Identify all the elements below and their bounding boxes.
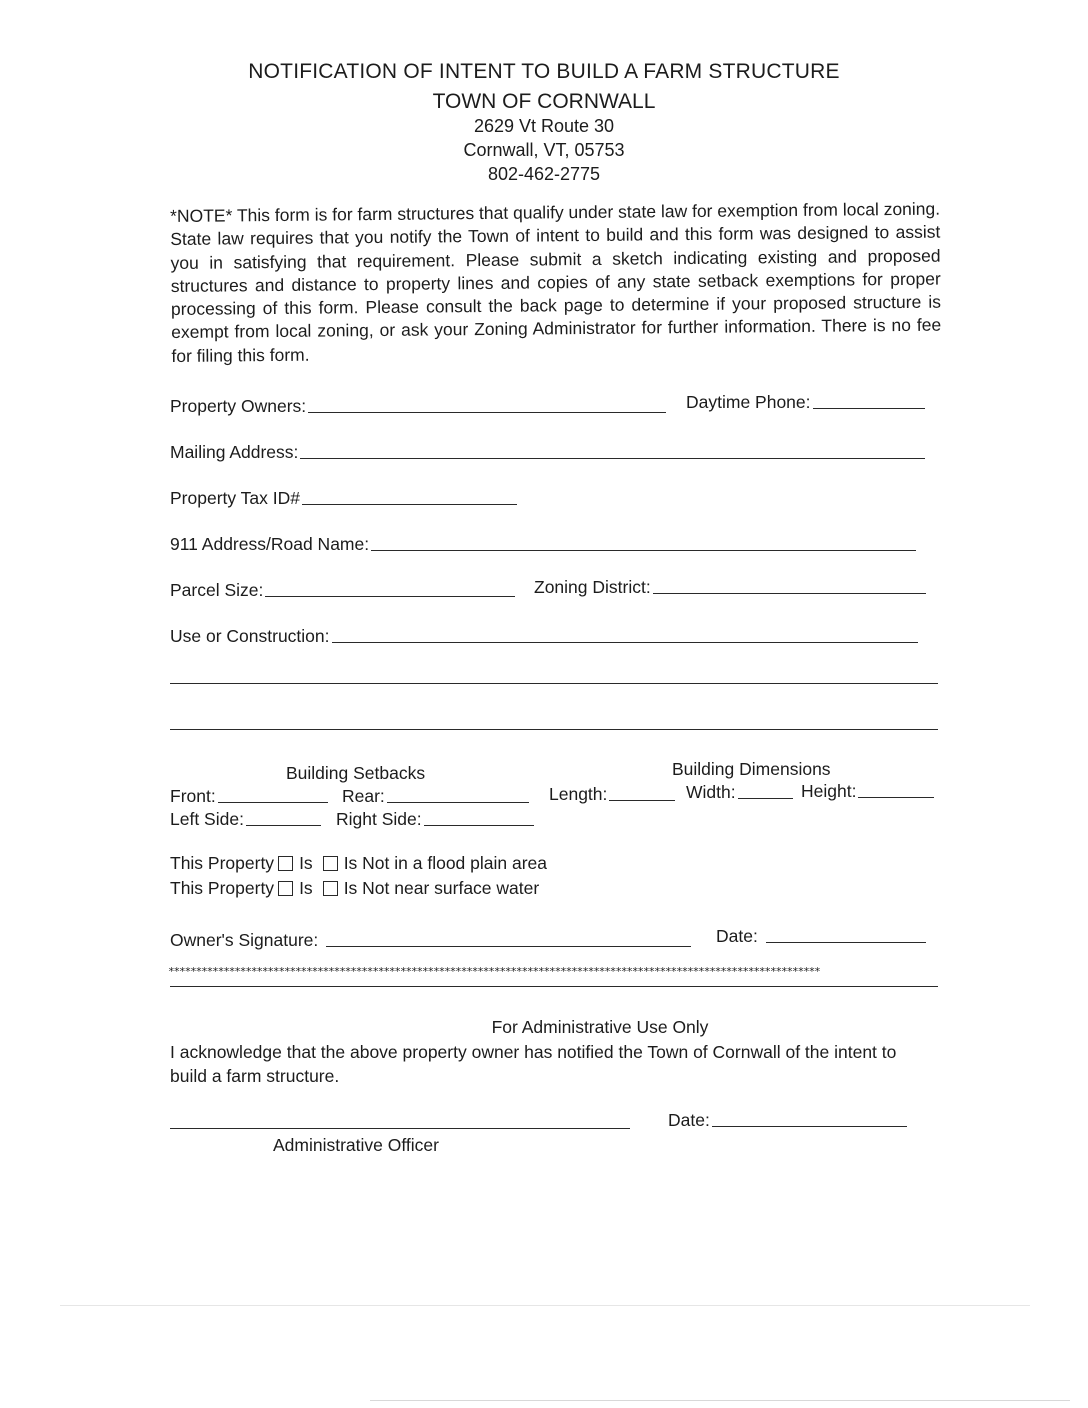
height-label: Height: [801, 781, 857, 801]
town-phone: 802-462-2775 [487, 164, 601, 184]
use-construction-line[interactable] [332, 641, 918, 643]
front-setback-label: Front: [170, 786, 216, 806]
flood-property-label: This Property [170, 853, 275, 873]
rear-setback-label: Rear: [342, 786, 385, 806]
right-side-setback-field[interactable] [336, 809, 534, 830]
front-setback-field[interactable] [170, 786, 328, 807]
scan-bottom-edge [370, 1400, 1070, 1401]
width-label: Width: [686, 782, 736, 802]
length-line[interactable] [609, 799, 675, 801]
flood-is-label: Is [299, 853, 313, 873]
property-tax-id-field[interactable] [170, 488, 517, 509]
width-field[interactable] [686, 782, 793, 803]
zoning-district-label: Zoning District: [534, 577, 651, 597]
parcel-size-label: Parcel Size: [170, 580, 264, 600]
building-dimensions-heading: Building Dimensions [672, 759, 831, 779]
width-line[interactable] [738, 797, 793, 799]
height-field[interactable] [801, 781, 934, 802]
use-construction-line-2[interactable] [170, 683, 938, 684]
property-tax-id-line[interactable] [302, 503, 517, 505]
rear-setback-line[interactable] [387, 801, 529, 803]
owner-date-line[interactable] [766, 941, 926, 943]
water-is-not-checkbox[interactable] [323, 881, 338, 896]
town-name: TOWN OF CORNWALL [432, 90, 656, 113]
address-911-field[interactable] [170, 534, 916, 555]
admin-officer-label: Administrative Officer [273, 1135, 439, 1155]
mailing-address-field[interactable] [170, 442, 925, 463]
water-is-checkbox[interactable] [278, 881, 293, 896]
left-side-line[interactable] [246, 824, 321, 826]
parcel-size-line[interactable] [265, 595, 515, 597]
mailing-address-line[interactable] [300, 457, 925, 459]
use-construction-label: Use or Construction: [170, 626, 330, 646]
daytime-phone-line[interactable] [813, 407, 925, 409]
address-911-line[interactable] [371, 549, 916, 551]
left-side-label: Left Side: [170, 809, 244, 829]
owner-signature-field[interactable] [170, 930, 691, 951]
surface-water-row [170, 878, 539, 899]
front-setback-line[interactable] [218, 801, 328, 803]
use-construction-field[interactable] [170, 626, 918, 647]
left-side-setback-field[interactable] [170, 809, 321, 830]
water-property-label: This Property [170, 878, 275, 898]
zoning-district-field[interactable] [534, 577, 926, 598]
asterisk-separator: ********************************************************************************************************************** [168, 965, 820, 978]
flood-plain-row [170, 853, 547, 874]
scan-edge-mark [60, 1305, 1030, 1306]
water-is-not-label: Is Not near surface water [343, 878, 540, 898]
flood-is-not-checkbox[interactable] [323, 856, 338, 871]
admin-date-label: Date: [668, 1110, 710, 1130]
right-side-label: Right Side: [336, 809, 422, 829]
length-label: Length: [549, 784, 608, 804]
owner-date-label: Date: [716, 926, 758, 946]
admin-date-line[interactable] [712, 1125, 907, 1127]
address-911-label: 911 Address/Road Name: [170, 534, 370, 554]
property-owners-label: Property Owners: [170, 396, 307, 416]
daytime-phone-field[interactable] [686, 392, 925, 413]
form-title: NOTIFICATION OF INTENT TO BUILD A FARM STRUCTURE [248, 60, 840, 83]
form-note: *NOTE* This form is for farm structures that qualify under state law for exemption from local zoning. State law requires that you notify the Town of intent to build and this form was designed to assist you in satisfying that requirement. Please submit a sketch indicating existing and proposed structures and distance to property lines and copies of any state setback exemptions for proper processing of this form. Please consult the back page to determine if your proposed structure is exempt from local zoning, or ask your Zoning Administrator for further information. There is no fee for filing this form. [170, 198, 942, 366]
daytime-phone-label: Daytime Phone: [686, 392, 811, 412]
owner-signature-label: Owner's Signature: [170, 930, 319, 950]
owner-date-field[interactable] [716, 926, 926, 947]
length-field[interactable] [549, 784, 675, 805]
admin-officer-signature-line[interactable] [170, 1128, 630, 1129]
admin-date-field[interactable] [668, 1110, 907, 1131]
use-construction-line-3[interactable] [170, 729, 938, 730]
street-address: 2629 Vt Route 30 [473, 116, 615, 136]
height-line[interactable] [858, 796, 934, 798]
water-is-label: Is [299, 878, 313, 898]
admin-heading: For Administrative Use Only [491, 1017, 709, 1037]
owner-signature-line[interactable] [326, 945, 691, 947]
city-state-zip: Cornwall, VT, 05753 [463, 140, 625, 160]
separator-rule [170, 986, 938, 987]
building-setbacks-heading: Building Setbacks [286, 763, 426, 783]
right-side-line[interactable] [424, 824, 534, 826]
property-tax-id-label: Property Tax ID# [170, 488, 301, 508]
mailing-address-label: Mailing Address: [170, 442, 299, 462]
admin-acknowledgement: I acknowledge that the above property owner has notified the Town of Cornwall of the intent to build a farm structure. [170, 1042, 897, 1086]
rear-setback-field[interactable] [342, 786, 529, 807]
property-owners-field[interactable] [170, 396, 666, 417]
zoning-district-line[interactable] [653, 592, 926, 594]
flood-is-not-label: Is Not in a flood plain area [343, 853, 548, 873]
parcel-size-field[interactable] [170, 580, 515, 601]
flood-is-checkbox[interactable] [278, 856, 293, 871]
property-owners-line[interactable] [308, 411, 666, 413]
